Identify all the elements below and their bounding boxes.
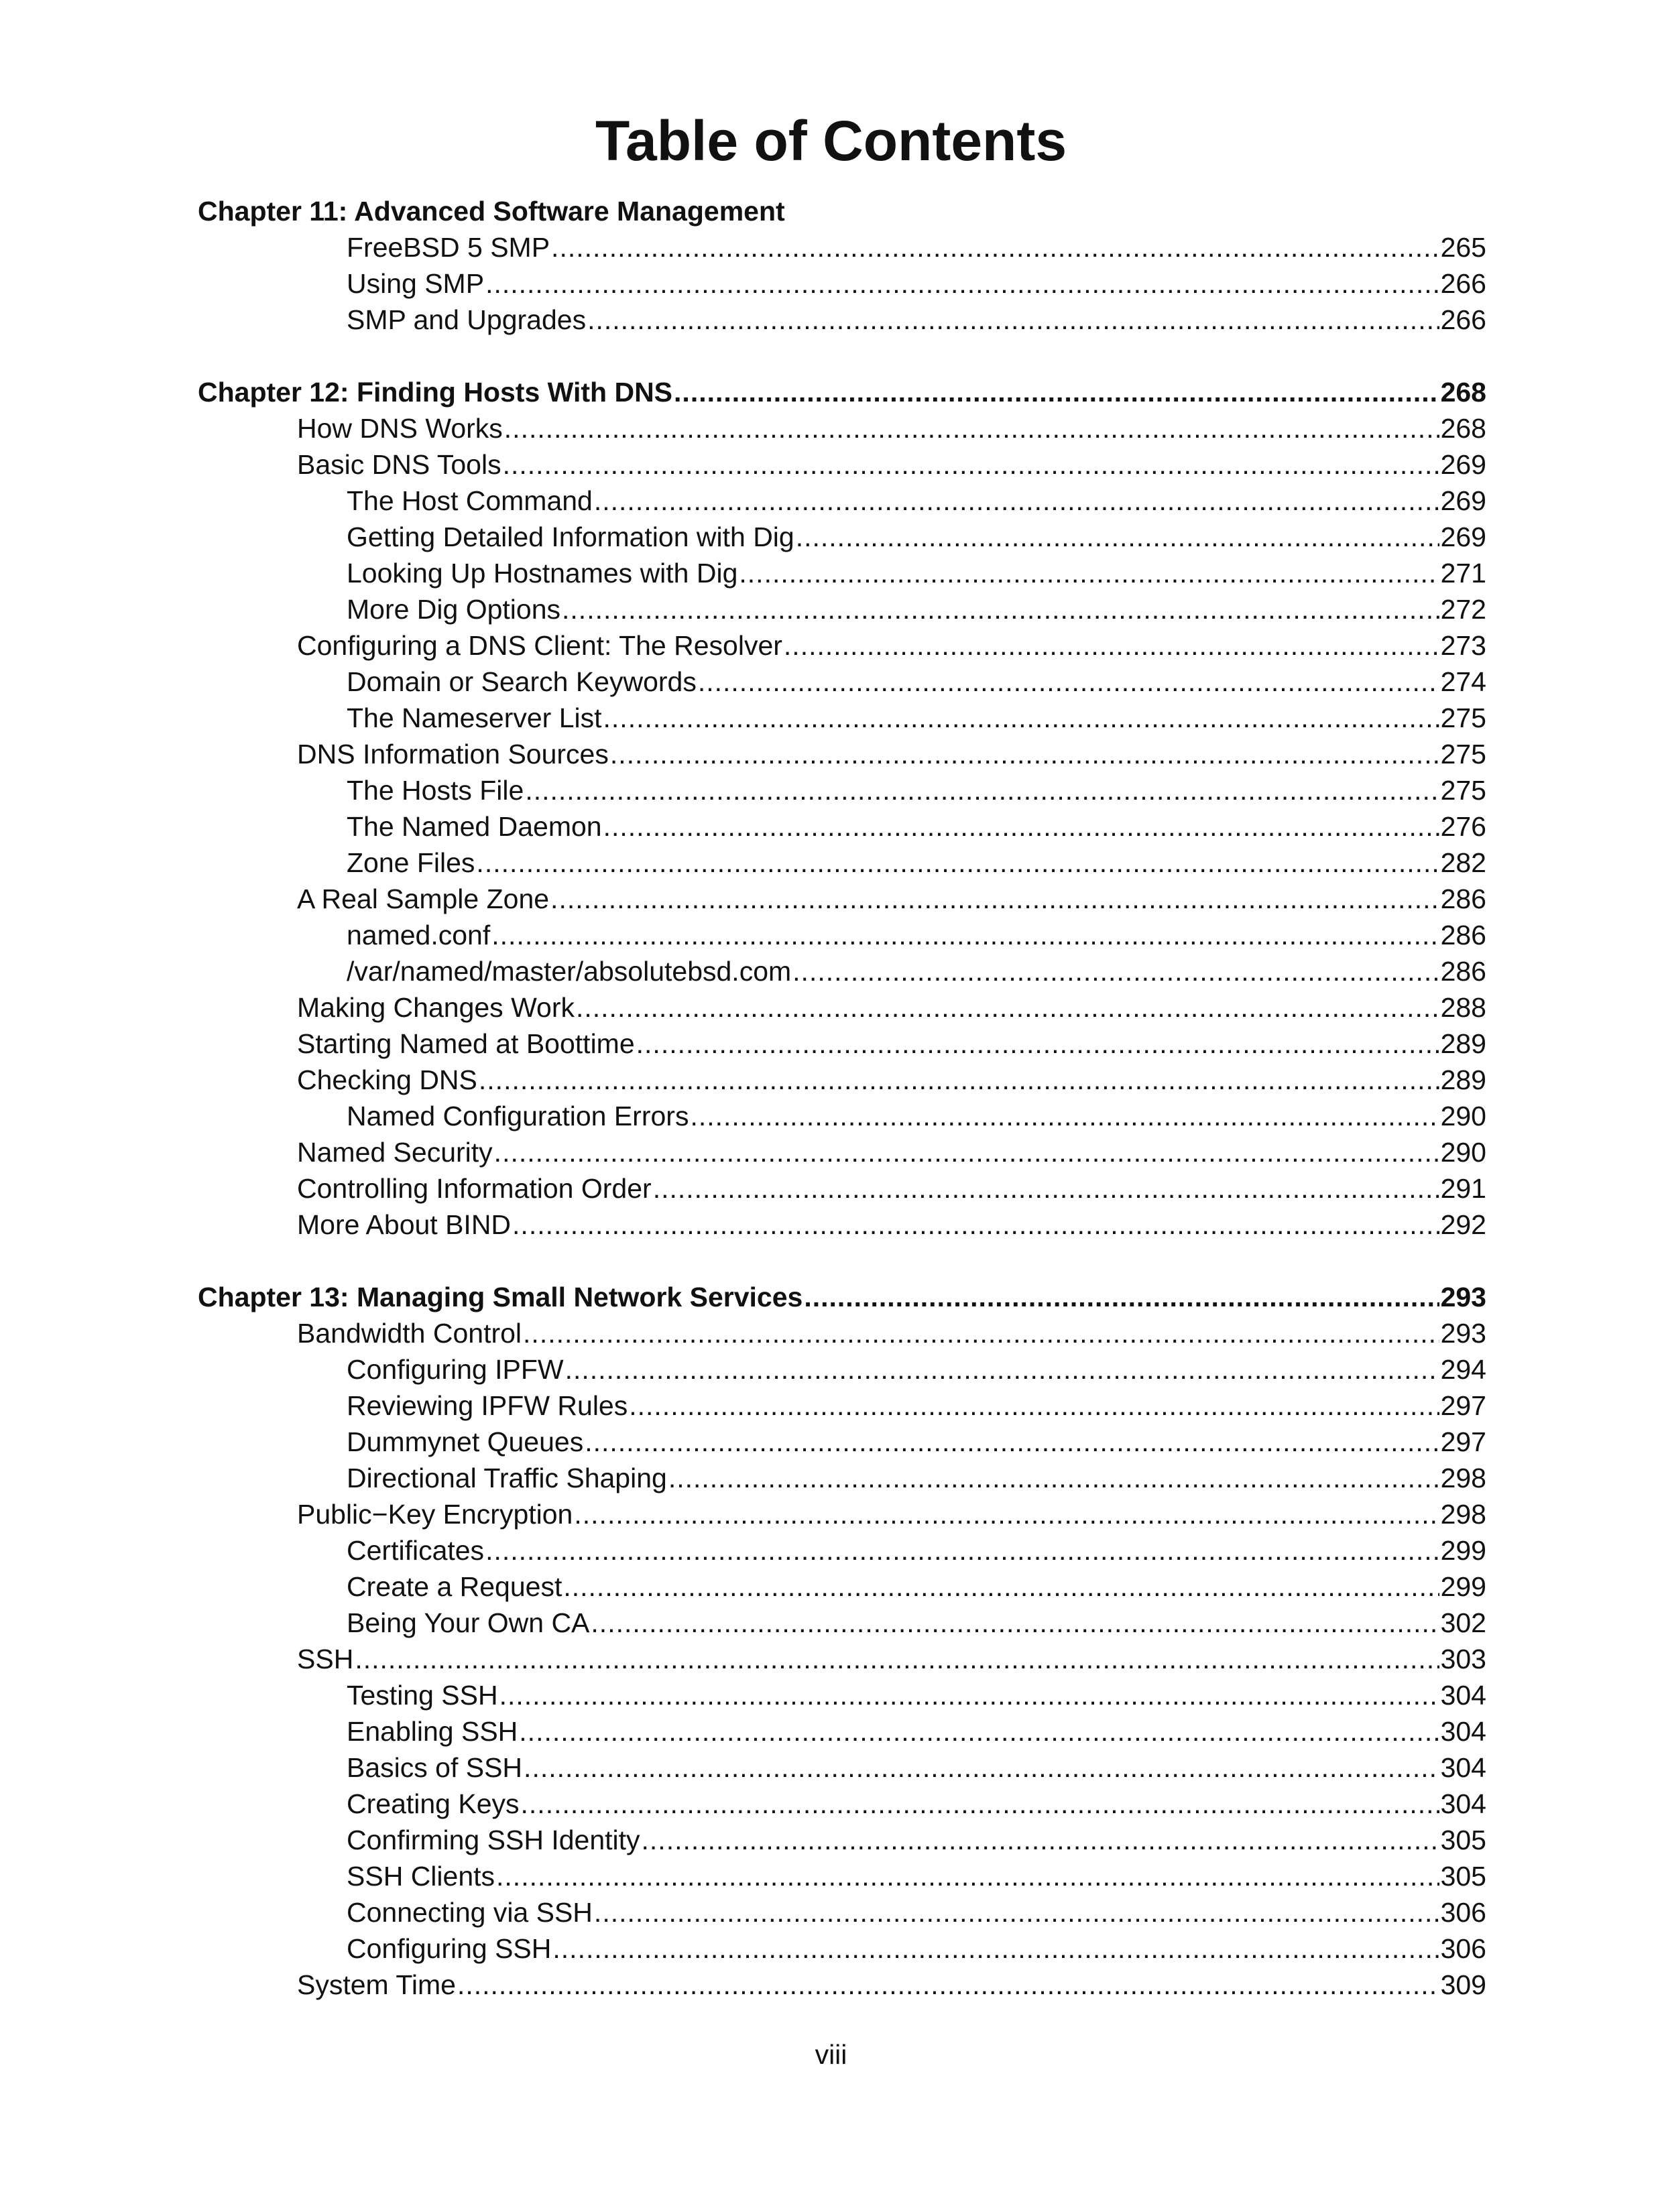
toc-section-entry[interactable]: [198, 1967, 1486, 2003]
toc-subsection-entry[interactable]: [198, 1894, 1486, 1930]
toc-entry-page: 304: [1440, 1716, 1486, 1747]
toc-subsection-entry[interactable]: [198, 483, 1486, 519]
toc-entry-page: 289: [1440, 1028, 1486, 1059]
toc-section-entry[interactable]: [198, 1170, 1486, 1207]
toc-subsection-entry[interactable]: [198, 1388, 1486, 1424]
dot-leader: [562, 591, 1439, 627]
toc-section-entry[interactable]: [198, 446, 1486, 483]
dot-leader: [585, 1424, 1439, 1460]
toc-entry-title: Chapter 12: Finding Hosts With DNS: [198, 377, 673, 408]
toc-entry-page: 269: [1440, 485, 1486, 516]
toc-subsection-entry[interactable]: [198, 302, 1486, 338]
toc-entry-page: 306: [1440, 1897, 1486, 1928]
toc-entry-page: 272: [1440, 594, 1486, 625]
toc-entry-title: Configuring IPFW: [347, 1354, 564, 1385]
toc-entry-page: 275: [1440, 775, 1486, 806]
toc-section-entry[interactable]: [198, 1496, 1486, 1532]
toc-entry-page: 286: [1440, 920, 1486, 950]
toc-entry-title: The Hosts File: [347, 775, 524, 806]
toc-section-entry[interactable]: [198, 881, 1486, 917]
toc-entry-page: 266: [1440, 304, 1486, 335]
toc-entry-page: 291: [1440, 1173, 1486, 1204]
toc-entry-title: Using SMP: [347, 268, 485, 299]
dot-leader: [594, 1894, 1439, 1930]
dot-leader: [636, 1026, 1439, 1062]
dot-leader: [551, 229, 1439, 265]
toc-subsection-entry[interactable]: [198, 1351, 1486, 1388]
dot-leader: [512, 1207, 1439, 1243]
chapter-heading[interactable]: [198, 1279, 1486, 1315]
chapter-spacer: [198, 1243, 1486, 1279]
dot-leader: [574, 1496, 1439, 1532]
toc-entry-page: 276: [1440, 811, 1486, 842]
toc-entry-title: Basics of SSH: [347, 1752, 523, 1783]
toc-subsection-entry[interactable]: [198, 953, 1486, 989]
dot-leader: [784, 627, 1439, 664]
toc-entry-title: SSH: [297, 1644, 354, 1674]
page-title: Table of Contents: [595, 109, 1067, 172]
dot-leader: [565, 1351, 1439, 1388]
dot-leader: [792, 953, 1439, 989]
toc-entry-title: The Nameserver List: [347, 702, 602, 733]
toc-entry-page: 268: [1440, 377, 1486, 408]
dot-leader: [550, 881, 1439, 917]
toc-subsection-entry[interactable]: [198, 555, 1486, 591]
toc-subsection-entry[interactable]: [198, 1858, 1486, 1894]
toc-section-entry[interactable]: [198, 1062, 1486, 1098]
dot-leader: [491, 917, 1439, 953]
dot-leader: [594, 483, 1439, 519]
dot-leader: [642, 1822, 1439, 1858]
toc-entry-page: 265: [1440, 232, 1486, 263]
toc-entry-title: Dummynet Queues: [347, 1426, 584, 1457]
toc-section-entry[interactable]: [198, 1315, 1486, 1351]
toc-entry-page: 288: [1440, 992, 1486, 1023]
toc-entry-title: Checking DNS: [297, 1064, 477, 1095]
chapter-spacer: [198, 338, 1486, 374]
toc-entry-title: Enabling SSH: [347, 1716, 518, 1747]
dot-leader: [485, 265, 1439, 302]
dot-leader: [653, 1170, 1439, 1207]
toc-entry-page: 306: [1440, 1933, 1486, 1964]
toc-subsection-entry[interactable]: [198, 772, 1486, 808]
toc-subsection-entry[interactable]: [198, 265, 1486, 302]
toc-entry-page: 305: [1440, 1861, 1486, 1892]
toc-entry-title: Zone Files: [347, 847, 475, 878]
toc-entry-title: Named Security: [297, 1137, 493, 1168]
toc-entry-page: 293: [1440, 1318, 1486, 1349]
dot-leader: [503, 446, 1439, 483]
toc-section-entry[interactable]: [198, 627, 1486, 664]
toc-entry-page: 298: [1440, 1499, 1486, 1530]
toc-entry-title: Creating Keys: [347, 1788, 520, 1819]
dot-leader: [494, 1134, 1439, 1170]
dot-leader: [674, 374, 1439, 410]
dot-leader: [476, 845, 1439, 881]
toc-entry-page: 304: [1440, 1752, 1486, 1783]
toc-subsection-entry[interactable]: [198, 1677, 1486, 1713]
chapter-heading[interactable]: [198, 374, 1486, 410]
toc-entry-title: Configuring SSH: [347, 1933, 552, 1964]
toc-entry-page: 275: [1440, 702, 1486, 733]
toc-section-entry[interactable]: [198, 1026, 1486, 1062]
toc-entry-title: A Real Sample Zone: [297, 883, 550, 914]
toc-subsection-entry[interactable]: [198, 1569, 1486, 1605]
toc-subsection-entry[interactable]: [198, 808, 1486, 845]
toc-entry-title: Making Changes Work: [297, 992, 575, 1023]
dot-leader: [796, 519, 1439, 555]
toc-subsection-entry[interactable]: [198, 664, 1486, 700]
dot-leader: [479, 1062, 1439, 1098]
toc-entry-page: 297: [1440, 1390, 1486, 1421]
toc-entry-page: 294: [1440, 1354, 1486, 1385]
toc-entry-title: How DNS Works: [297, 413, 503, 444]
dot-leader: [668, 1460, 1439, 1496]
toc-entry-title: The Host Command: [347, 485, 593, 516]
toc-entry-title: Configuring a DNS Client: The Resolver: [297, 630, 782, 661]
toc-entry-page: 266: [1440, 268, 1486, 299]
toc-entry-page: 273: [1440, 630, 1486, 661]
toc-entry-title: Certificates: [347, 1535, 485, 1566]
toc-entry-page: 299: [1440, 1535, 1486, 1566]
toc-subsection-entry[interactable]: [198, 700, 1486, 736]
dot-leader: [563, 1569, 1439, 1605]
toc-section-entry[interactable]: [198, 1134, 1486, 1170]
toc-subsection-entry[interactable]: [198, 1460, 1486, 1496]
toc-subsection-entry[interactable]: [198, 1532, 1486, 1569]
dot-leader: [485, 1532, 1439, 1569]
toc-entry-title: SSH Clients: [347, 1861, 495, 1892]
dot-leader: [690, 1098, 1439, 1134]
toc-entry-page: 275: [1440, 739, 1486, 770]
dot-leader: [603, 808, 1439, 845]
dot-leader: [521, 1786, 1439, 1822]
dot-leader: [355, 1641, 1439, 1677]
toc-subsection-entry[interactable]: [198, 917, 1486, 953]
toc-section-entry[interactable]: [198, 410, 1486, 446]
toc-entry-title: Getting Detailed Information with Dig: [347, 521, 794, 552]
dot-leader: [698, 664, 1439, 700]
toc-entry-page: 290: [1440, 1137, 1486, 1168]
toc-entry-title: Domain or Search Keywords: [347, 666, 697, 697]
toc-entry-page: 298: [1440, 1463, 1486, 1493]
toc-subsection-entry[interactable]: [198, 1605, 1486, 1641]
toc-subsection-entry[interactable]: [198, 1713, 1486, 1749]
toc-entry-page: 269: [1440, 521, 1486, 552]
toc-subsection-entry[interactable]: [198, 1822, 1486, 1858]
toc-entry-title: More Dig Options: [347, 594, 561, 625]
dot-leader: [552, 1930, 1439, 1967]
toc-entry-page: 282: [1440, 847, 1486, 878]
dot-leader: [739, 555, 1439, 591]
toc-entry-title: DNS Information Sources: [297, 739, 609, 770]
dot-leader: [523, 1315, 1439, 1351]
toc-entry-page: 303: [1440, 1644, 1486, 1674]
toc-entry-page: 274: [1440, 666, 1486, 697]
dot-leader: [457, 1967, 1439, 2003]
toc-subsection-entry[interactable]: [198, 1424, 1486, 1460]
toc-entry-title: FreeBSD 5 SMP: [347, 232, 550, 263]
toc-subsection-entry[interactable]: [198, 229, 1486, 265]
toc-entry-title: Public−Key Encryption: [297, 1499, 573, 1530]
toc-entry-page: 302: [1440, 1607, 1486, 1638]
toc-subsection-entry[interactable]: [198, 1749, 1486, 1786]
toc-entry-title: SMP and Upgrades: [347, 304, 587, 335]
toc-entry-page: 292: [1440, 1209, 1486, 1240]
toc-entry-page: 299: [1440, 1571, 1486, 1602]
toc-subsection-entry[interactable]: [198, 1786, 1486, 1822]
chapter-heading[interactable]: [198, 193, 1486, 229]
toc-entry-page: 297: [1440, 1426, 1486, 1457]
dot-leader: [804, 1279, 1439, 1315]
toc-entry-page: 305: [1440, 1825, 1486, 1855]
toc-section-entry[interactable]: [198, 1207, 1486, 1243]
dot-leader: [591, 1605, 1439, 1641]
toc-subsection-entry[interactable]: [198, 519, 1486, 555]
dot-leader: [603, 700, 1439, 736]
toc-entry-title: More About BIND: [297, 1209, 512, 1240]
dot-leader: [499, 1677, 1439, 1713]
toc-entry-page: 304: [1440, 1680, 1486, 1711]
dot-leader: [587, 302, 1439, 338]
toc-entry-title: Bandwidth Control: [297, 1318, 522, 1349]
dot-leader: [629, 1388, 1439, 1424]
toc-entry-page: 286: [1440, 883, 1486, 914]
toc-entry-title: Confirming SSH Identity: [347, 1825, 640, 1855]
toc-entry-title: Connecting via SSH: [347, 1897, 593, 1928]
toc-section-entry[interactable]: [198, 989, 1486, 1026]
toc-entry-title: Looking Up Hostnames with Dig: [347, 558, 738, 589]
toc-entry-title: Create a Request: [347, 1571, 562, 1602]
dot-leader: [504, 410, 1439, 446]
dot-leader: [496, 1858, 1439, 1894]
toc-entry-page: 309: [1440, 1969, 1486, 2000]
toc-entry-title: Testing SSH: [347, 1680, 498, 1711]
dot-leader: [576, 989, 1439, 1026]
toc-subsection-entry[interactable]: [198, 591, 1486, 627]
toc-section-entry[interactable]: [198, 736, 1486, 772]
toc-entry-title: Directional Traffic Shaping: [347, 1463, 667, 1493]
page-number-footer: viii: [815, 2039, 847, 2070]
toc-entry-title: Chapter 13: Managing Small Network Services: [198, 1282, 803, 1312]
toc-entry-title: Starting Named at Boottime: [297, 1028, 635, 1059]
toc-entry-page: 269: [1440, 449, 1486, 480]
toc-entry-title: /var/named/master/absolutebsd.com: [347, 956, 792, 987]
toc-entry-page: 271: [1440, 558, 1486, 589]
toc-entry-page: 293: [1440, 1282, 1486, 1312]
toc-entry-title: Being Your Own CA: [347, 1607, 590, 1638]
toc-entry-page: 290: [1440, 1101, 1486, 1131]
toc-entry-title: The Named Daemon: [347, 811, 602, 842]
toc-subsection-entry[interactable]: [198, 1930, 1486, 1967]
toc-subsection-entry[interactable]: [198, 845, 1486, 881]
toc-entry-title: Chapter 11: Advanced Software Management: [198, 196, 785, 227]
toc-subsection-entry[interactable]: [198, 1098, 1486, 1134]
toc-entry-page: 304: [1440, 1788, 1486, 1819]
dot-leader: [524, 1749, 1439, 1786]
dot-leader: [610, 736, 1439, 772]
table-of-contents: [198, 193, 1486, 2003]
toc-entry-title: Named Configuration Errors: [347, 1101, 689, 1131]
dot-leader: [525, 772, 1439, 808]
toc-entry-title: Basic DNS Tools: [297, 449, 501, 480]
toc-entry-title: System Time: [297, 1969, 456, 2000]
toc-entry-page: 268: [1440, 413, 1486, 444]
toc-entry-title: named.conf: [347, 920, 491, 950]
toc-entry-page: 289: [1440, 1064, 1486, 1095]
toc-entry-title: Reviewing IPFW Rules: [347, 1390, 628, 1421]
toc-entry-title: Controlling Information Order: [297, 1173, 652, 1204]
toc-entry-page: 286: [1440, 956, 1486, 987]
toc-section-entry[interactable]: [198, 1641, 1486, 1677]
dot-leader: [519, 1713, 1439, 1749]
